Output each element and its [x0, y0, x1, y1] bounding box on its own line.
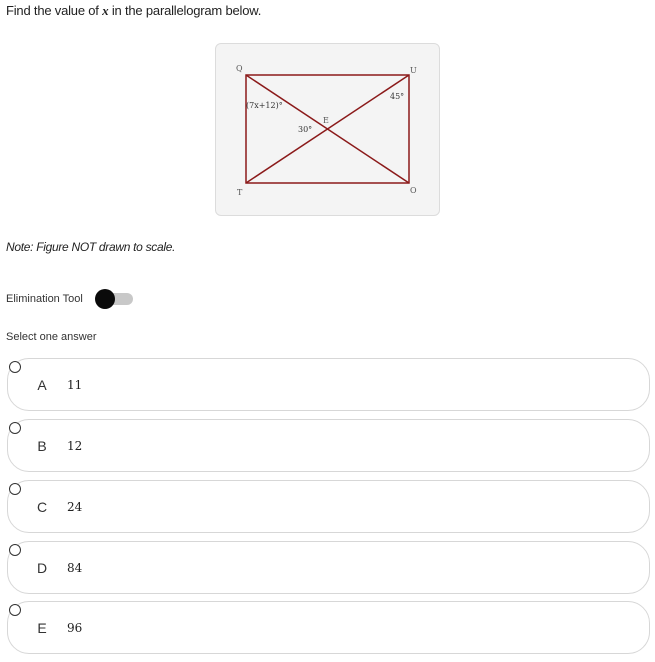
question-text [6, 3, 261, 19]
answer-option-c [0, 480, 655, 541]
question-prefix: Find the value of [6, 3, 103, 18]
answer-value: 11 [67, 378, 83, 392]
center-e-label: E [323, 116, 329, 125]
figure-card [215, 43, 440, 216]
radio-button[interactable] [9, 544, 21, 556]
question-suffix: in the parallelogram below. [108, 3, 262, 18]
answer-value: 24 [67, 500, 83, 514]
answer-box[interactable] [7, 541, 650, 594]
answer-value: 12 [67, 439, 83, 453]
elimination-tool [6, 289, 135, 309]
vertex-q-label: Q [236, 64, 243, 73]
answer-letter: E [37, 620, 47, 636]
vertex-u-label: U [410, 66, 417, 75]
answer-value: 84 [67, 561, 83, 575]
radio-button[interactable] [9, 422, 21, 434]
answer-box[interactable] [7, 480, 650, 533]
answer-option-b [0, 419, 655, 480]
select-one-answer-label: Select one answer [6, 331, 97, 343]
elimination-tool-toggle[interactable] [95, 289, 135, 309]
toggle-knob [95, 289, 115, 309]
angle-label-45: 45° [390, 92, 405, 101]
answer-option-a [0, 358, 655, 419]
elimination-tool-label: Elimination Tool [6, 293, 83, 305]
figure-note: Note: Figure NOT drawn to scale. [6, 240, 176, 254]
answer-letter: D [36, 560, 48, 576]
answer-letter: A [37, 377, 47, 393]
angle-label-30: 30° [298, 125, 313, 134]
answer-box[interactable] [7, 358, 650, 411]
vertex-t-label: T [237, 188, 243, 197]
answer-option-e [0, 601, 655, 662]
answer-letter: B [37, 438, 47, 454]
question-variable: x [102, 3, 109, 18]
answer-box[interactable] [7, 419, 650, 472]
vertex-o-label: O [410, 186, 417, 195]
radio-button[interactable] [9, 483, 21, 495]
radio-button[interactable] [9, 604, 21, 616]
radio-button[interactable] [9, 361, 21, 373]
answer-value: 96 [67, 621, 83, 635]
angle-label-7x12: (7x+12)° [246, 101, 283, 110]
answer-option-d [0, 541, 655, 602]
parallelogram-figure [216, 44, 439, 215]
answer-letter: C [36, 499, 48, 515]
answer-box[interactable] [7, 601, 650, 654]
